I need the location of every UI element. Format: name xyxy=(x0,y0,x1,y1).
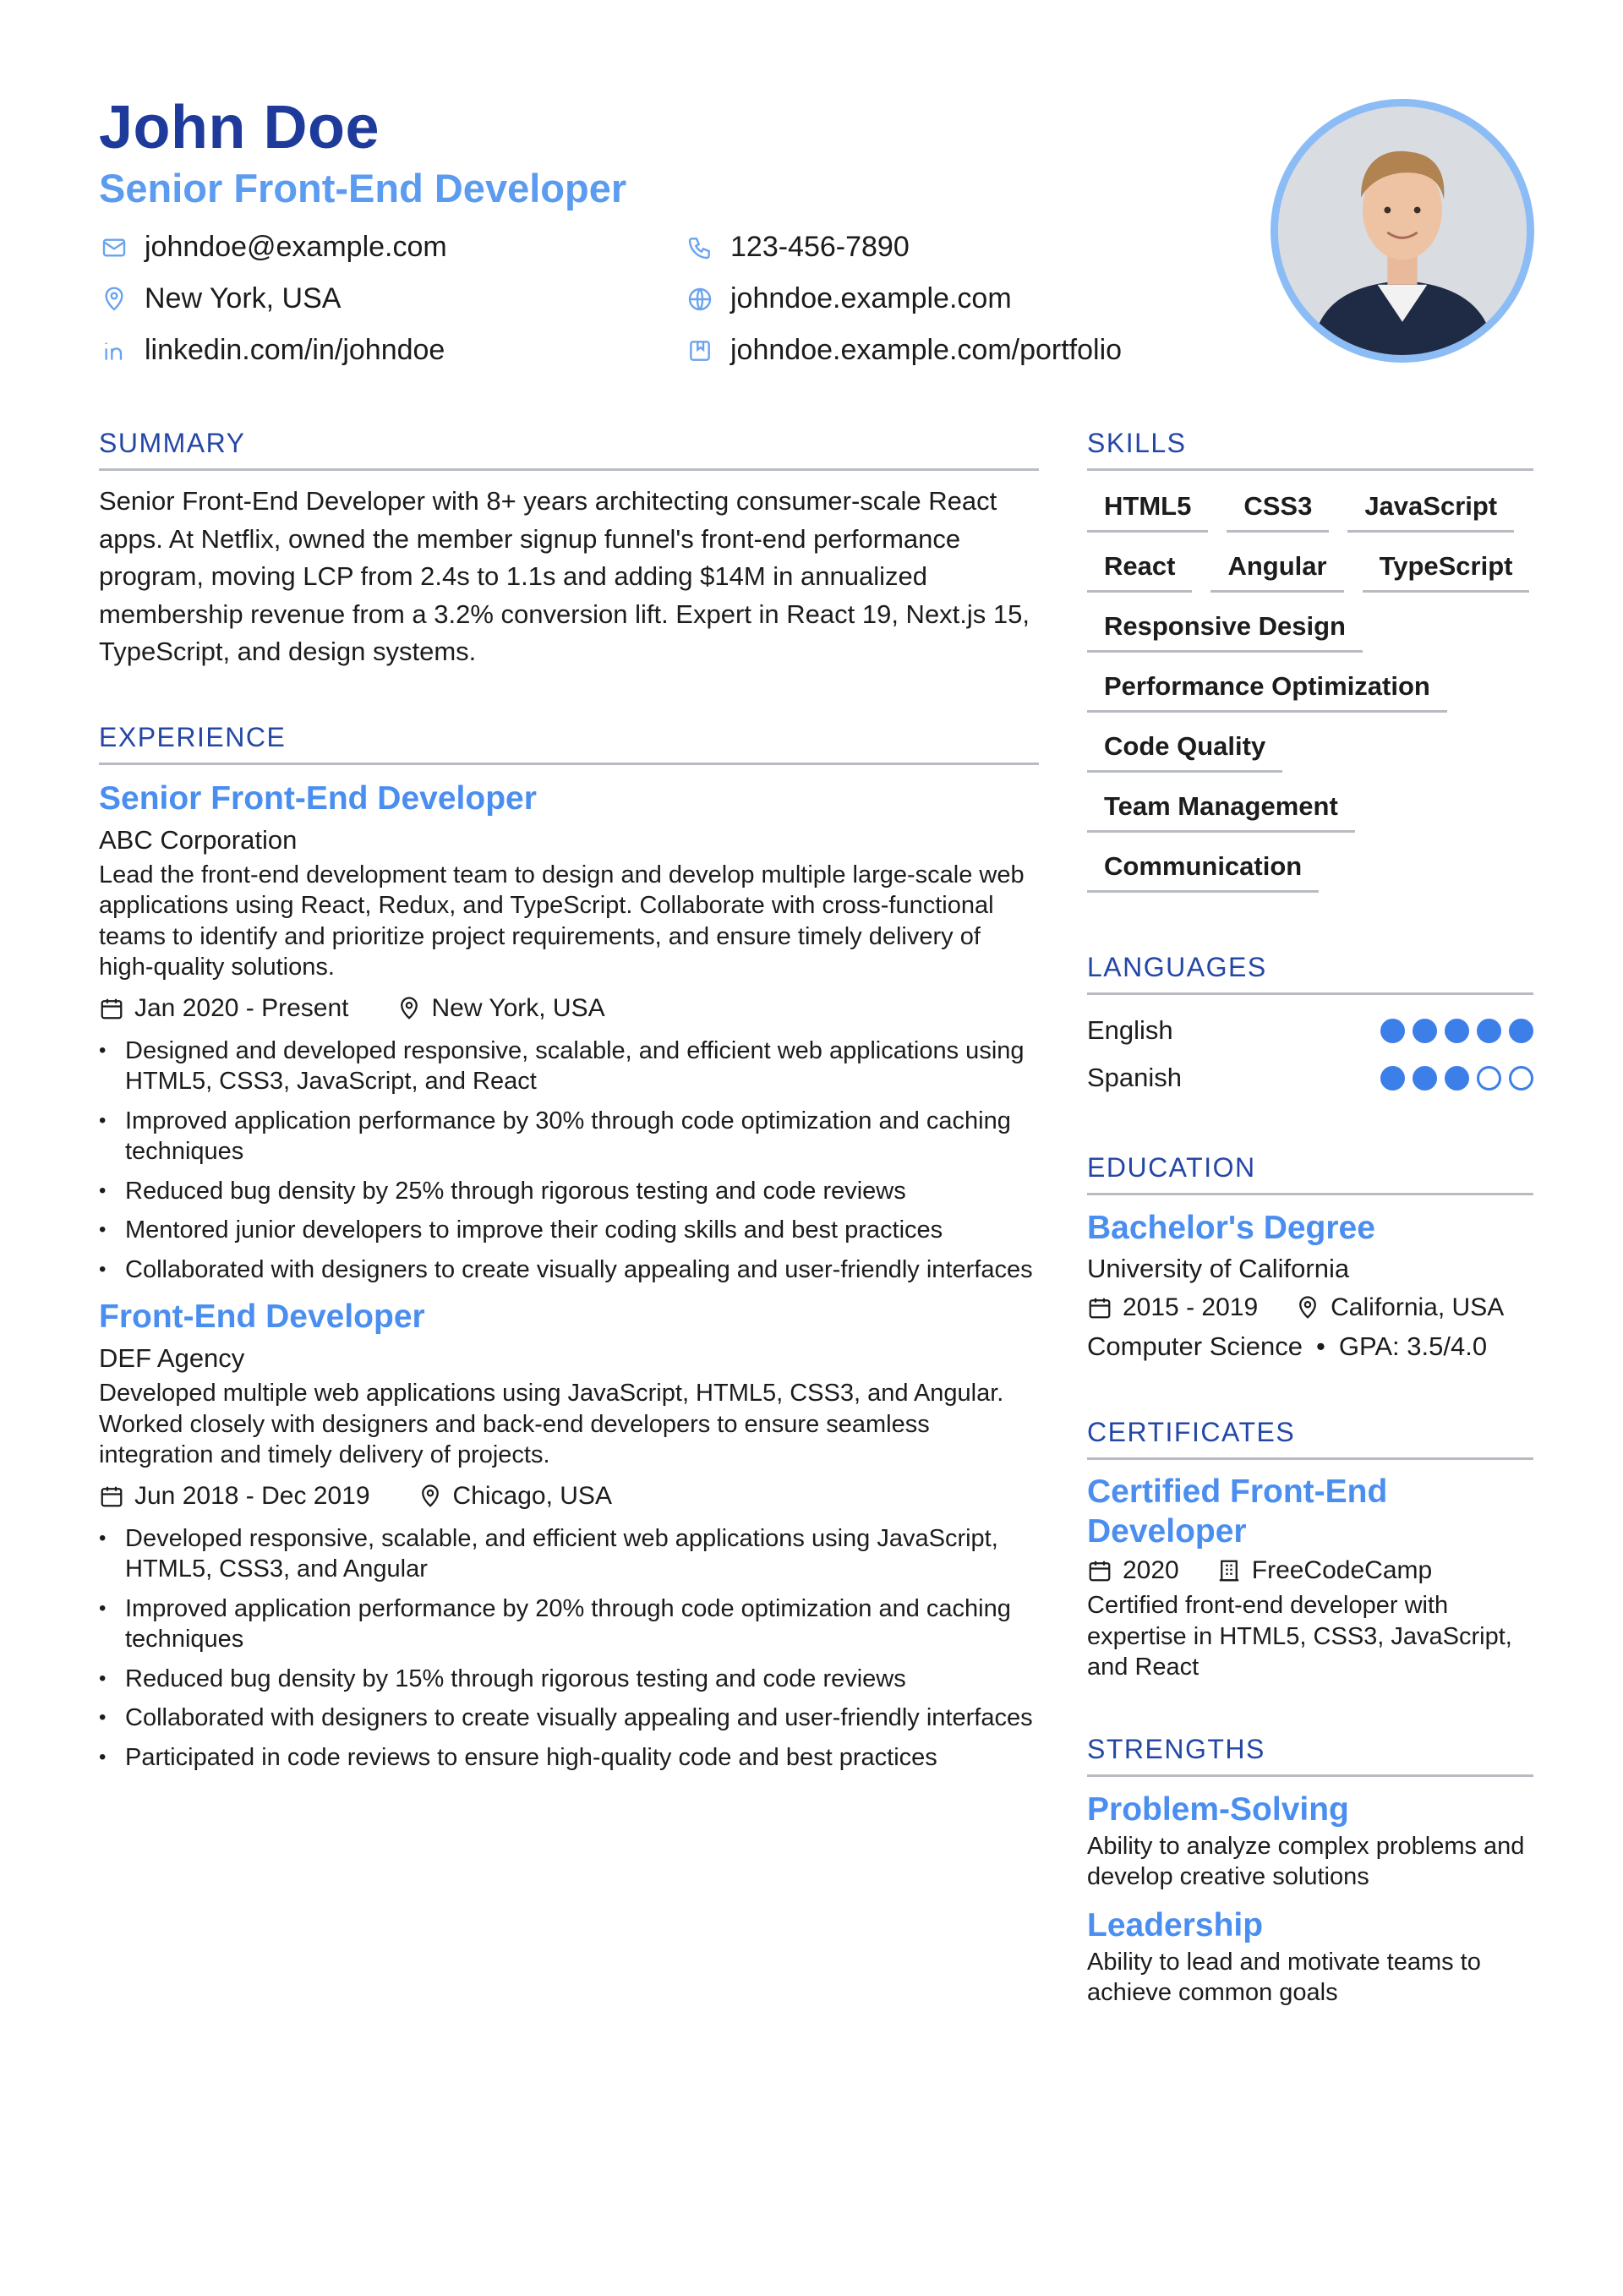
phone-icon xyxy=(685,232,715,263)
skills-section xyxy=(1087,423,1533,893)
contact-linkedin[interactable] xyxy=(99,331,685,370)
linkedin-icon xyxy=(99,336,129,366)
job-location-text: New York, USA xyxy=(431,993,605,1022)
certificate-issuer xyxy=(1216,1551,1432,1590)
map-pin-icon xyxy=(99,284,129,314)
skill-tag: Angular xyxy=(1210,549,1343,593)
skill-tag: HTML5 xyxy=(1087,489,1208,533)
education-dates xyxy=(1087,1288,1258,1327)
languages-heading: LANGUAGES xyxy=(1087,947,1533,995)
skill-tag: Performance Optimization xyxy=(1087,670,1447,713)
job-meta xyxy=(99,990,1039,1027)
map-pin-icon xyxy=(418,1484,443,1509)
languages-section xyxy=(1087,947,1533,1102)
portfolio-text: johndoe.example.com/portfolio xyxy=(730,334,1123,367)
achievement-item: • Developed responsive, scalable, and efficient web applications using JavaScript, HTML5, CSS3, and Angular xyxy=(99,1523,1039,1585)
achievement-item: • Reduced bug density by 15% through rigorous testing and code reviews xyxy=(99,1664,1039,1695)
field-of-study: Computer Science xyxy=(1087,1331,1303,1361)
language-rating xyxy=(1380,1019,1533,1043)
strengths-heading: STRENGTHS xyxy=(1087,1729,1533,1777)
education-location-text: California, USA xyxy=(1331,1293,1505,1321)
job-achievements xyxy=(99,1523,1039,1774)
skills-list xyxy=(1087,489,1533,893)
job-entry xyxy=(99,777,1039,1286)
education-heading: EDUCATION xyxy=(1087,1147,1533,1195)
strength-description: Ability to analyze complex problems and develop creative solutions xyxy=(1087,1832,1525,1890)
summary-text: Senior Front-End Developer with 8+ years architecting consumer-scale React apps. At Netflix, owned the member signup funnel's front-end performance program, moving LCP from 2.4s to 1.1s and adding $14M in annualized membership revenue from a 3.2% conversion lift. Expert in React 19, Next.js 15, TypeScript, and design systems. xyxy=(99,486,1030,666)
strength-description: Ability to lead and motivate teams to achieve common goals xyxy=(1087,1948,1481,2006)
achievement-item: • Participated in code reviews to ensure high-quality code and best practices xyxy=(99,1742,1039,1774)
job-title: Front-End Developer xyxy=(99,1298,425,1335)
job-entry xyxy=(99,1295,1039,1773)
job-title: Senior Front-End Developer xyxy=(99,779,537,817)
education-meta xyxy=(1087,1288,1533,1327)
contact-info xyxy=(99,227,1232,370)
certificate-description: Certified front-end developer with expertise in HTML5, CSS3, JavaScript, and React xyxy=(1087,1592,1512,1681)
skill-tag: Code Quality xyxy=(1087,730,1282,773)
job-dates xyxy=(99,990,349,1027)
skill-tag: JavaScript xyxy=(1347,489,1514,533)
phone-text: 123-456-7890 xyxy=(730,231,910,264)
contact-location xyxy=(99,279,685,319)
education-section xyxy=(1087,1147,1533,1366)
summary-heading: SUMMARY xyxy=(99,423,1039,471)
summary-section xyxy=(99,423,1039,671)
skill-tag: Responsive Design xyxy=(1087,610,1363,653)
job-description: Developed multiple web applications using JavaScript, HTML5, CSS3, and Angular. Worked closely with designers and back-end developers to ensure seamless integration and timely delivery of projects. xyxy=(99,1380,1004,1468)
achievement-item: • Collaborated with designers to create visually appealing and user-friendly interfaces xyxy=(99,1703,1039,1734)
calendar-icon xyxy=(1087,1295,1112,1320)
left-column xyxy=(99,423,1039,1781)
contact-phone[interactable] xyxy=(685,227,1226,267)
job-description: Lead the front-end development team to design and develop multiple large-scale web applications using React, Redux, and TypeScript. Collaborate with cross-functional teams to identify and prioritize project requirements, and ensure timely delivery of high-quality solutions. xyxy=(99,861,1025,981)
map-pin-icon xyxy=(1295,1295,1320,1320)
calendar-icon xyxy=(99,1484,124,1509)
achievement-item: • Improved application performance by 20% through code optimization and caching techniques xyxy=(99,1594,1039,1655)
education-location xyxy=(1295,1288,1504,1327)
calendar-icon xyxy=(1087,1558,1112,1583)
skill-tag: CSS3 xyxy=(1227,489,1329,533)
job-achievements xyxy=(99,1036,1039,1286)
job-location xyxy=(396,990,605,1027)
rating-dot-empty xyxy=(1509,1066,1533,1091)
certificate-name: Certified Front-End Developer xyxy=(1087,1473,1388,1550)
achievement-item: • Improved application performance by 30% through code optimization and caching techniques xyxy=(99,1106,1039,1167)
education-details xyxy=(1087,1327,1533,1366)
language-name: Spanish xyxy=(1087,1063,1183,1092)
language-row xyxy=(1087,1007,1533,1054)
profile-photo xyxy=(1271,99,1534,363)
contact-website[interactable] xyxy=(685,279,1226,319)
map-pin-icon xyxy=(396,996,422,1021)
building-icon xyxy=(1216,1558,1242,1583)
job-meta xyxy=(99,1478,1039,1515)
strength-name: Problem-Solving xyxy=(1087,1790,1349,1828)
skill-tag: Team Management xyxy=(1087,790,1355,833)
job-company: ABC Corporation xyxy=(99,824,298,855)
calendar-icon xyxy=(99,996,124,1021)
school-name: University of California xyxy=(1087,1254,1350,1283)
certificate-meta xyxy=(1087,1551,1533,1590)
rating-dot-filled xyxy=(1380,1066,1405,1091)
strengths-section xyxy=(1087,1729,1533,2009)
right-column xyxy=(1087,423,1533,2009)
skill-tag: React xyxy=(1087,549,1192,593)
experience-section xyxy=(99,717,1039,1774)
contact-email[interactable] xyxy=(99,227,685,267)
job-company: DEF Agency xyxy=(99,1343,245,1373)
achievement-item: • Mentored junior developers to improve their coding skills and best practices xyxy=(99,1215,1039,1246)
certificate-issuer-text: FreeCodeCamp xyxy=(1251,1556,1433,1584)
education-dates-text: 2015 - 2019 xyxy=(1123,1293,1259,1321)
rating-dot-empty xyxy=(1477,1066,1501,1091)
resume-header xyxy=(99,93,1232,370)
job-dates-text: Jun 2018 - Dec 2019 xyxy=(134,1481,370,1510)
location-text: New York, USA xyxy=(145,282,342,315)
rating-dot-filled xyxy=(1413,1019,1437,1043)
rating-dot-filled xyxy=(1477,1019,1501,1043)
bookmark-icon xyxy=(685,336,715,366)
strength-name: Leadership xyxy=(1087,1906,1264,1943)
portrait-illustration xyxy=(1278,107,1527,355)
contact-portfolio[interactable] xyxy=(685,331,1226,370)
language-name: English xyxy=(1087,1015,1173,1045)
skill-tag: Communication xyxy=(1087,850,1319,893)
separator-dot: • xyxy=(1316,1331,1325,1361)
candidate-headline: Senior Front-End Developer xyxy=(99,165,627,210)
website-text: johndoe.example.com xyxy=(730,282,1012,315)
job-dates-text: Jan 2020 - Present xyxy=(134,993,349,1022)
achievement-item: • Reduced bug density by 25% through rigorous testing and code reviews xyxy=(99,1176,1039,1207)
envelope-icon xyxy=(99,232,129,263)
globe-icon xyxy=(685,284,715,314)
certificates-heading: CERTIFICATES xyxy=(1087,1412,1533,1460)
certificate-year xyxy=(1087,1551,1179,1590)
rating-dot-filled xyxy=(1509,1019,1533,1043)
language-rating xyxy=(1380,1066,1533,1091)
gpa: GPA: 3.5/4.0 xyxy=(1338,1331,1488,1361)
achievement-item: • Designed and developed responsive, scalable, and efficient web applications using HTML5, CSS3, JavaScript, and React xyxy=(99,1036,1039,1097)
job-location xyxy=(418,1478,612,1515)
achievement-item: • Collaborated with designers to create visually appealing and user-friendly interfaces xyxy=(99,1255,1039,1286)
candidate-name: John Doe xyxy=(99,94,380,161)
degree-title: Bachelor's Degree xyxy=(1087,1210,1375,1246)
email-text: johndoe@example.com xyxy=(145,231,447,264)
skill-tag: TypeScript xyxy=(1363,549,1530,593)
rating-dot-filled xyxy=(1413,1066,1437,1091)
job-location-text: Chicago, USA xyxy=(452,1481,612,1510)
rating-dot-filled xyxy=(1445,1066,1469,1091)
skills-heading: SKILLS xyxy=(1087,423,1533,471)
certificates-section xyxy=(1087,1412,1533,1683)
experience-heading: EXPERIENCE xyxy=(99,717,1039,765)
certificate-year-text: 2020 xyxy=(1123,1556,1179,1584)
job-dates xyxy=(99,1478,370,1515)
rating-dot-filled xyxy=(1380,1019,1405,1043)
linkedin-text: linkedin.com/in/johndoe xyxy=(145,334,445,367)
rating-dot-filled xyxy=(1445,1019,1469,1043)
language-row xyxy=(1087,1054,1533,1102)
